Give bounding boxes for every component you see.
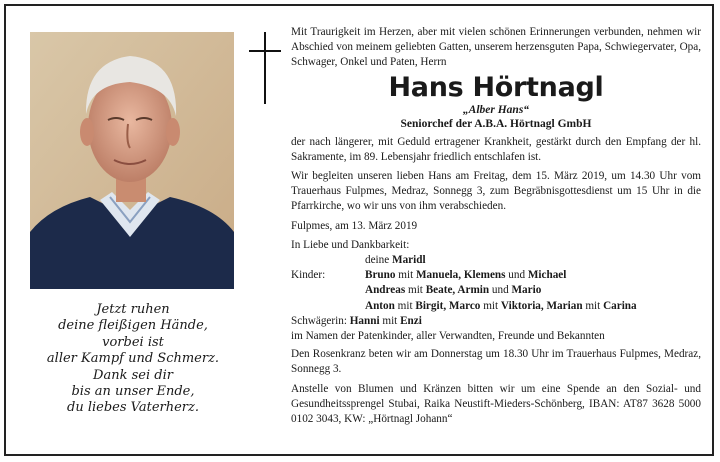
poem-line: bis an unser Ende, — [71, 384, 195, 400]
poem-line: du liebes Vaterherz. — [67, 400, 199, 416]
sisters-line — [291, 314, 701, 329]
sisters-label: Schwägerin: — [291, 314, 347, 327]
family-name: Carina — [603, 299, 637, 312]
portrait-photo — [30, 32, 234, 289]
nickname: „Alber Hans“ — [462, 103, 530, 116]
rosary-text: Den Rosenkranz beten wir am Donnerstag um 18.30 Uhr im Trauerhaus Fulpmes, Medraz, Sonnegg 3. — [291, 348, 701, 376]
family-name: Beate, Armin — [425, 284, 490, 297]
relatives-text: im Namen der Patenkinder, aller Verwandten, Freunde und Bekannten — [291, 330, 605, 343]
connector-text: mit — [582, 299, 604, 312]
intro-text: Mit Traurigkeit im Herzen, aber mit vielen schönen Erinnerungen verbunden, nehmen wir Abschied von meinem geliebten Gatten, unserem herzensguten Papa, Schwiegervater, Opa, Schwager, Onkel und Paten, Herrn — [291, 26, 701, 69]
family-name: Mario — [511, 284, 542, 297]
notice-text — [291, 25, 701, 427]
children-line — [365, 299, 637, 314]
family-name: Birgit, Marco — [415, 299, 481, 312]
wife-line — [291, 253, 701, 268]
sisters-names — [350, 315, 422, 327]
poem — [26, 302, 240, 417]
connector-text: mit — [395, 269, 416, 282]
wife-name: Maridl — [392, 254, 426, 267]
poem-line: vorbei ist — [102, 334, 164, 350]
place-date: Fulpmes, am 13. März 2019 — [291, 219, 418, 232]
family-name: Bruno — [365, 269, 396, 282]
poem-line: Jetzt ruhen — [96, 302, 170, 317]
family-name: Hanni — [349, 314, 380, 327]
poem-line: deine fleißigen Hände, — [58, 318, 208, 334]
cross-icon — [249, 32, 281, 104]
donation-text: Anstelle von Blumen und Kränzen bitten wir um eine Spende an den Sozial- und Gesundheitssprengel Stubai, Raika Neustift-Mieders-Schönberg, IBAN: AT87 3628 5000 0102 3043, KW: „Hörtnagl Johann“ — [291, 382, 701, 426]
connector-text: mit — [379, 314, 401, 327]
family-name: Andreas — [365, 284, 406, 297]
connector-text: mit — [394, 299, 416, 312]
family-name: Michael — [527, 269, 567, 282]
connector-text: und — [505, 269, 528, 282]
death-text: der nach längerer, mit Geduld ertragener Krankheit, gestärkt durch den Empfang der hl. Sakramente, im 89. Lebensjahr friedlich entschlafen ist. — [291, 135, 701, 163]
family-name: Anton — [365, 299, 395, 312]
family-name: Viktoria, Marian — [500, 299, 583, 312]
obituary-card — [4, 4, 714, 456]
family-name: Enzi — [400, 314, 422, 327]
connector-text: mit — [405, 284, 426, 297]
family-name: Manuela, Klemens — [415, 269, 506, 282]
poem-line: aller Kampf und Schmerz. — [46, 351, 220, 367]
children-row — [291, 268, 701, 314]
children-label: Kinder: — [291, 269, 326, 282]
funeral-text: Wir begleiten unseren lieben Hans am Freitag, dem 15. März 2019, um 14.30 Uhr vom Trauerhaus Fulpmes, Medraz, Sonnegg 3, zum Begräbnisgottesdienst um 15 Uhr in die Pfarrkirche, wo wir uns von ihm verabschieden. — [291, 170, 701, 213]
connector-text: mit — [480, 299, 501, 312]
deceased-name: Hans Hörtnagl — [388, 71, 604, 103]
wife-prefix: deine — [365, 254, 390, 267]
role: Seniorchef der A.B.A. Hörtnagl GmbH — [400, 117, 592, 130]
in-love-text: In Liebe und Dankbarkeit: — [291, 238, 410, 251]
children-list — [365, 268, 637, 314]
children-line — [365, 268, 637, 283]
poem-line: Dank sei dir — [93, 367, 173, 383]
children-line — [365, 283, 637, 298]
connector-text: und — [489, 284, 512, 297]
